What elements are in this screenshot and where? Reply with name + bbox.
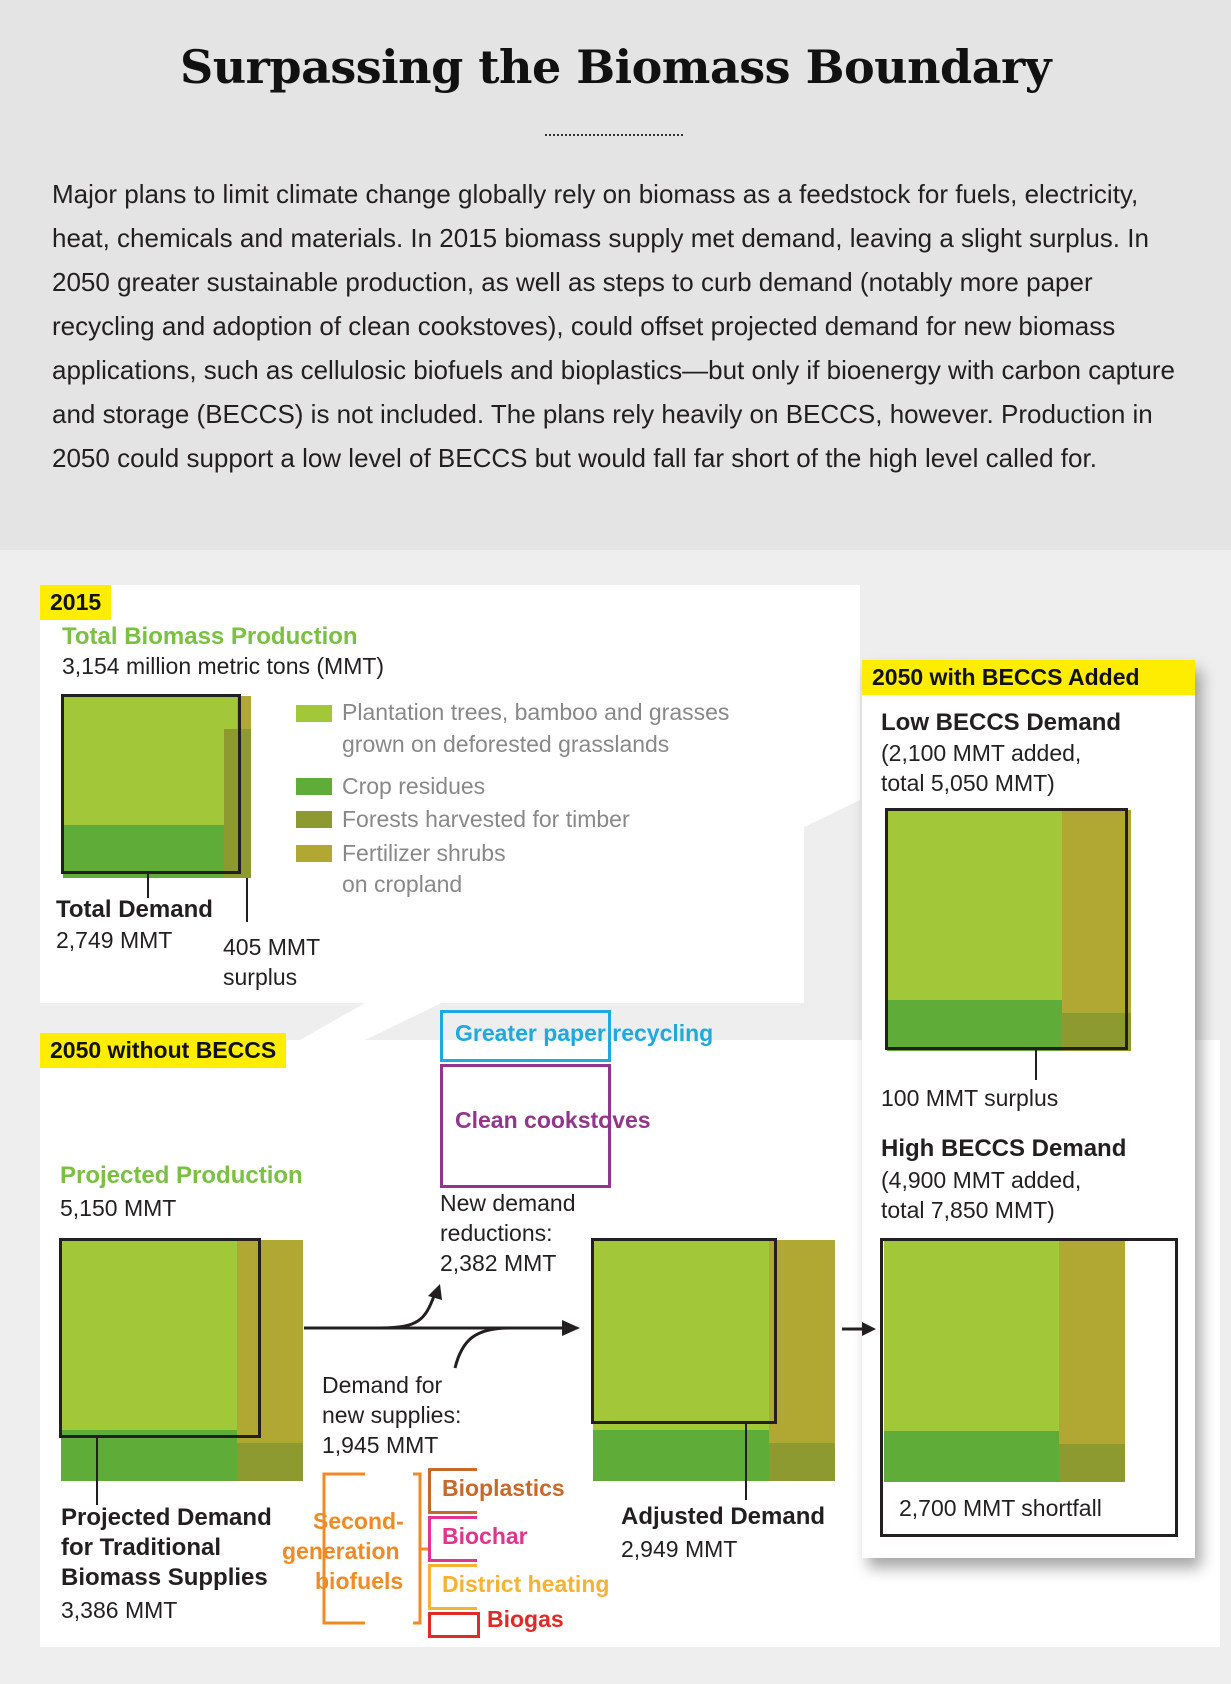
high-beccs-line2: total 7,850 MMT) — [881, 1197, 1055, 1223]
legend-plantation-line1: Plantation trees, bamboo and grasses — [342, 699, 730, 725]
low-beccs-line1: (2,100 MMT added, — [881, 740, 1082, 766]
adjusted-demand-label: Adjusted Demand — [621, 1503, 826, 1530]
secondgen-line2: generation — [282, 1538, 400, 1564]
intro-paragraph: Major plans to limit climate change globally rely on biomass as a feedstock for fuels, electricity, heat, chemicals and materials. In 2015 biomass supply met demand, leaving a slight surplus. In 2050 greater sustainable production, as well as steps to curb demand (notably more paper recycling and adoption of clean cookstoves), could offset projected demand for new biomass applications, such as cellulosic biofuels and bioplastics—but only if bioenergy with carbon capture and storage (BECCS) is not included. The plans rely heavily on BECCS, however. Production in 2050 could support a low level of BECCS but would fall far short of the high level called for. — [52, 179, 1175, 473]
legend-fertilizer-line1: Fertilizer shrubs — [342, 840, 506, 866]
block-adj-forest — [769, 1443, 835, 1481]
low-beccs-label: Low BECCS Demand — [881, 709, 1122, 736]
biogas-label: Biogas — [487, 1606, 564, 1632]
high-beccs-line1: (4,900 MMT added, — [881, 1167, 1082, 1193]
adjusted-demand-outline — [591, 1238, 777, 1424]
legend-forest: Forests harvested for timber — [342, 806, 630, 832]
surplus-2015-value: 405 MMT — [223, 934, 321, 960]
trad-demand-line2: for Traditional — [61, 1534, 222, 1561]
block-adj-crop — [593, 1430, 769, 1481]
demand-2015-value: 2,749 MMT — [56, 927, 173, 953]
reductions-value: 2,382 MMT — [440, 1250, 557, 1276]
tag-2015: 2015 — [40, 585, 111, 620]
high-shortfall-label: 2,700 MMT shortfall — [899, 1495, 1102, 1521]
newsupply-line1: Demand for — [322, 1372, 443, 1398]
reductions-line1: New demand — [440, 1190, 576, 1216]
production-2050-label: Projected Production — [60, 1162, 303, 1189]
low-demand-outline — [885, 808, 1128, 1050]
district-label: District heating — [442, 1571, 610, 1597]
block-adj-fertilizer — [769, 1240, 835, 1443]
low-surplus-leader — [1035, 1050, 1037, 1080]
page-title: Surpassing the Biomass Boundary — [180, 40, 1051, 94]
cookstove-label: Clean cookstoves — [455, 1107, 651, 1133]
trad-demand-line3: Biomass Supplies — [61, 1564, 268, 1591]
newsupply-value: 1,945 MMT — [322, 1432, 439, 1458]
tag-2050: 2050 without BECCS — [40, 1033, 286, 1068]
newsupply-line2: new supplies: — [322, 1402, 462, 1428]
trad-demand-line1: Projected Demand — [61, 1504, 272, 1531]
legend-plantation-line2: grown on deforested grasslands — [342, 731, 670, 757]
production-2015-value: 3,154 million metric tons (MMT) — [62, 653, 385, 679]
paper-label: Greater paper recycling — [455, 1020, 714, 1046]
legend-fertilizer-line2: on cropland — [342, 871, 463, 897]
legend-crop: Crop residues — [342, 773, 486, 799]
reductions-line2: reductions: — [440, 1220, 553, 1246]
bioplastics-label: Bioplastics — [442, 1475, 565, 1501]
biogas-box — [428, 1612, 480, 1638]
surplus-2015-label: surplus — [223, 964, 298, 990]
secondgen-line1: Second- — [313, 1508, 404, 1534]
adjusted-demand-value: 2,949 MMT — [621, 1536, 738, 1562]
adjusted-demand-leader — [745, 1422, 747, 1500]
demand-2015-label: Total Demand — [56, 896, 213, 923]
production-2050-value: 5,150 MMT — [60, 1195, 177, 1221]
production-2015-label: Total Biomass Production — [62, 623, 358, 650]
low-beccs-line2: total 5,050 MMT) — [881, 770, 1055, 796]
trad-demand-value: 3,386 MMT — [61, 1597, 178, 1623]
high-beccs-label: High BECCS Demand — [881, 1135, 1127, 1162]
low-surplus-label: 100 MMT surplus — [881, 1085, 1059, 1111]
biochar-label: Biochar — [442, 1523, 528, 1549]
tag-beccs: 2050 with BECCS Added — [862, 660, 1195, 695]
secondgen-line3: biofuels — [315, 1568, 404, 1594]
